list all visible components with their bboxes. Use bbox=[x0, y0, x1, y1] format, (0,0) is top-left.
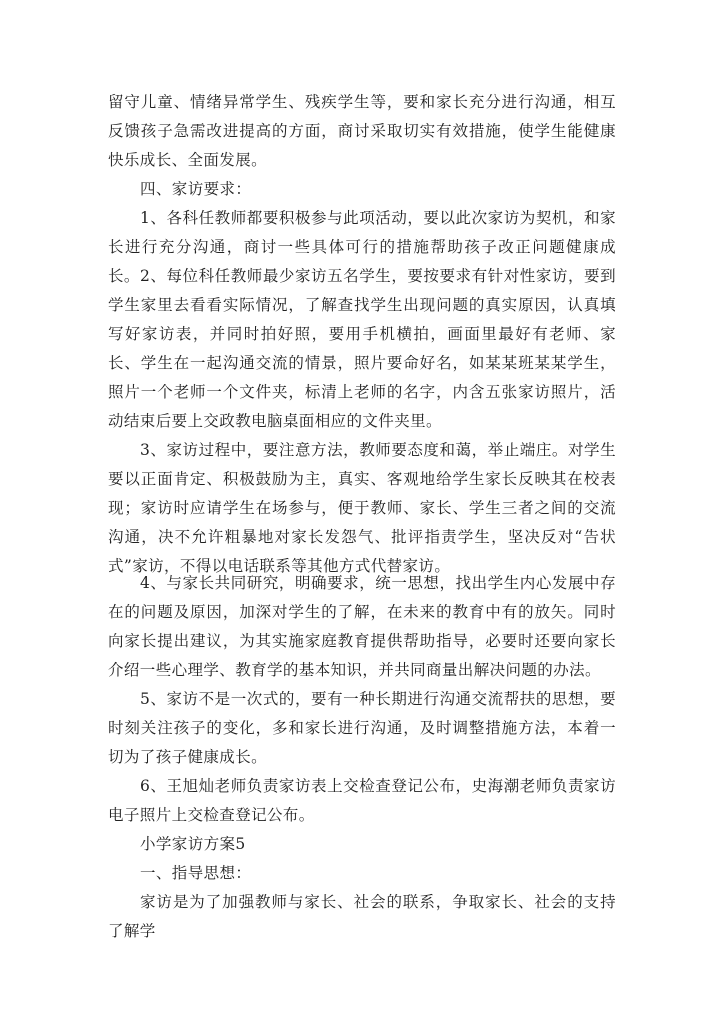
paragraph-requirement-4: 4、与家长共同研究，明确要求，统一思想，找出学生内心发展中存在的问题及原因，加深对学生的了解，在未来的教育中有的放矢。同时向家长提出建议，为其实施家庭教育提供帮助指导，必要时还要向家长介绍一些心理学、教育学的基本知识，并共同商量出解决问题的办法。 bbox=[108, 574, 616, 679]
paragraph-requirement-3: 3、家访过程中，要注意方法，教师要态度和蔼，举止端庄。对学生要以正面肯定、积极鼓励为主，真实、客观地给学生家长反映其在校表现；家访时应请学生在场参与，便于教师、家长、学生三者之间的交流沟通，决不允许粗暴地对家长发怨气、批评指责学生，坚决反对“告状式”家访，不得以电话联系等其他方式代替家访。 bbox=[108, 441, 616, 575]
paragraph-requirement-6: 6、王旭灿老师负责家访表上交检查登记公布，史海潮老师负责家访电子照片上交检查登记公布。 bbox=[108, 777, 616, 824]
paragraph-requirement-5: 5、家访不是一次式的，要有一种长期进行沟通交流帮扶的思想，要时刻关注孩子的变化，多和家长进行沟通，及时调整措施方法，本着一切为了孩子健康成长。 bbox=[108, 690, 616, 766]
plan-title: 小学家访方案5 bbox=[140, 835, 246, 853]
paragraph-requirement-2: 2、每位科任教师最少家访五名学生，要按要求有针对性家访，要到学生家里去看看实际情况，了解查找学生出现问题的真实原因，认真填写好家访表，并同时拍好照，要用手机横拍，画面里最好有老师、家长、学生在一起沟通交流的情景，照片要命好名，如某某班某某学生，照片一个老师一个文件夹，标清上老师的名字，内含五张家访照片，活动结束后要上交政教电脑桌面相应的文件夹里。 bbox=[108, 267, 616, 430]
paragraph-guiding-thought: 家访是为了加强教师与家长、社会的联系，争取家长、社会的支持了解学 bbox=[108, 893, 616, 940]
paragraph-requirement-1: 1、各科任教师都要积极参与此项活动，要以此次家访为契机，和家长进行充分沟通，商讨一些具体可行的措施帮助孩子改正问题健康成长。 bbox=[108, 209, 616, 285]
section-heading-requirements: 四、家访要求： bbox=[140, 180, 252, 198]
paragraph-continuation: 留守儿童、情绪异常学生、残疾学生等，要和家长充分进行沟通，相互反馈孩子急需改进提高的方面，商讨采取切实有效措施，使学生能健康快乐成长、全面发展。 bbox=[108, 93, 616, 169]
section-heading-guiding-thought: 一、指导思想： bbox=[140, 864, 252, 882]
